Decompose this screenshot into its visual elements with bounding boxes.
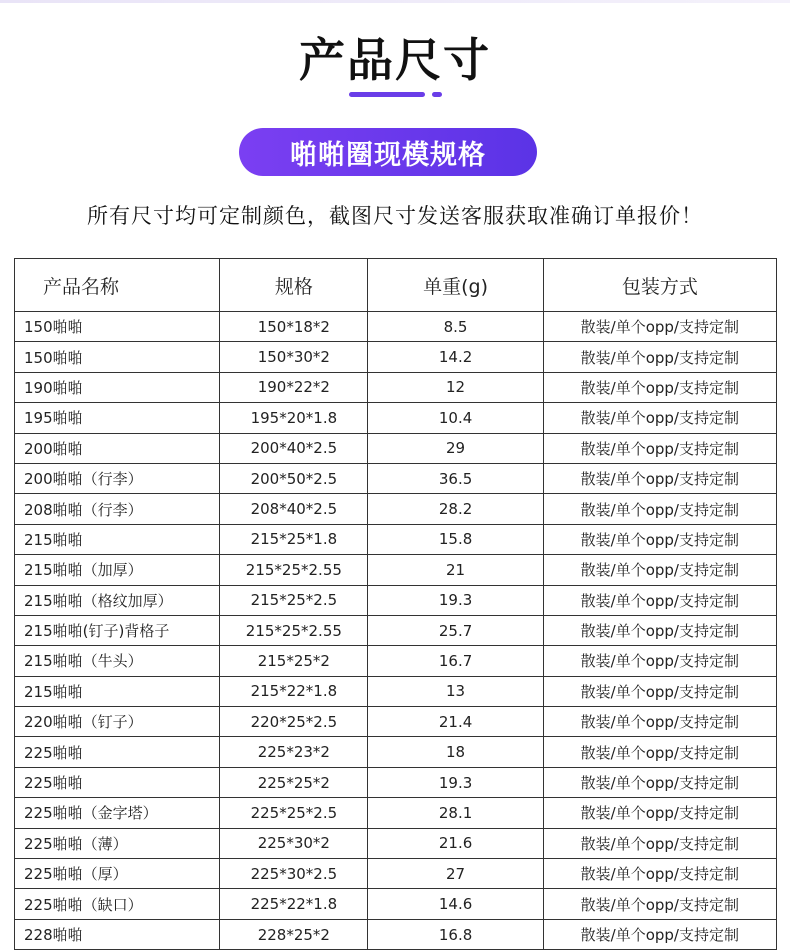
table-row — [15, 615, 777, 645]
cell-weight: 16.7 — [368, 646, 543, 676]
cell-packing: 散装/单个opp/支持定制 — [543, 403, 776, 433]
table-row — [15, 859, 777, 889]
cell-packing: 散装/单个opp/支持定制 — [543, 919, 776, 949]
cell-product-name: 195啪啪 — [15, 403, 220, 433]
cell-product-name: 150啪啪 — [15, 312, 220, 342]
table-row — [15, 737, 777, 767]
cell-product-name: 215啪啪（加厚） — [15, 555, 220, 585]
cell-spec: 215*25*2.55 — [220, 555, 368, 585]
cell-spec: 220*25*2.5 — [220, 707, 368, 737]
cell-packing: 散装/单个opp/支持定制 — [543, 646, 776, 676]
cell-packing: 散装/单个opp/支持定制 — [543, 859, 776, 889]
cell-spec: 215*25*2 — [220, 646, 368, 676]
table-row — [15, 463, 777, 493]
table-row — [15, 494, 777, 524]
cell-product-name: 225啪啪（金字塔） — [15, 798, 220, 828]
cell-product-name: 190啪啪 — [15, 372, 220, 402]
cell-product-name: 150啪啪 — [15, 342, 220, 372]
cell-weight: 13 — [368, 676, 543, 706]
cell-weight: 15.8 — [368, 524, 543, 554]
spec-table — [14, 258, 777, 950]
cell-weight: 21.4 — [368, 707, 543, 737]
cell-packing: 散装/单个opp/支持定制 — [543, 342, 776, 372]
cell-spec: 150*30*2 — [220, 342, 368, 372]
cell-spec: 200*50*2.5 — [220, 463, 368, 493]
cell-packing: 散装/单个opp/支持定制 — [543, 737, 776, 767]
table-row — [15, 889, 777, 919]
table-row — [15, 433, 777, 463]
cell-spec: 215*25*2.5 — [220, 585, 368, 615]
cell-packing: 散装/单个opp/支持定制 — [543, 767, 776, 797]
cell-weight: 21.6 — [368, 828, 543, 858]
cell-product-name: 215啪啪(钉子)背格子 — [15, 615, 220, 645]
section-pill: 啪啪圈现模规格 — [239, 128, 537, 176]
cell-packing: 散装/单个opp/支持定制 — [543, 615, 776, 645]
cell-weight: 18 — [368, 737, 543, 767]
cell-product-name: 215啪啪 — [15, 676, 220, 706]
cell-weight: 19.3 — [368, 585, 543, 615]
table-row — [15, 828, 777, 858]
cell-weight: 36.5 — [368, 463, 543, 493]
cell-weight: 14.6 — [368, 889, 543, 919]
cell-product-name: 215啪啪 — [15, 524, 220, 554]
table-row — [15, 646, 777, 676]
cell-product-name: 225啪啪 — [15, 767, 220, 797]
title-underline-dot — [432, 92, 442, 97]
cell-product-name: 208啪啪（行李） — [15, 494, 220, 524]
cell-weight: 10.4 — [368, 403, 543, 433]
cell-weight: 14.2 — [368, 342, 543, 372]
table-row — [15, 676, 777, 706]
cell-packing: 散装/单个opp/支持定制 — [543, 524, 776, 554]
cell-weight: 28.1 — [368, 798, 543, 828]
table-row — [15, 555, 777, 585]
cell-packing: 散装/单个opp/支持定制 — [543, 707, 776, 737]
table-row — [15, 342, 777, 372]
table-body — [15, 312, 777, 950]
cell-packing: 散装/单个opp/支持定制 — [543, 372, 776, 402]
cell-spec: 225*22*1.8 — [220, 889, 368, 919]
cell-weight: 27 — [368, 859, 543, 889]
cell-packing: 散装/单个opp/支持定制 — [543, 585, 776, 615]
cell-spec: 228*25*2 — [220, 919, 368, 949]
cell-spec: 225*30*2.5 — [220, 859, 368, 889]
column-header-packing: 包装方式 — [543, 259, 776, 312]
cell-packing: 散装/单个opp/支持定制 — [543, 555, 776, 585]
cell-spec: 200*40*2.5 — [220, 433, 368, 463]
column-header-spec: 规格 — [220, 259, 368, 312]
table-row — [15, 919, 777, 949]
cell-product-name: 215啪啪（格纹加厚） — [15, 585, 220, 615]
cell-spec: 190*22*2 — [220, 372, 368, 402]
cell-product-name: 225啪啪 — [15, 737, 220, 767]
cell-packing: 散装/单个opp/支持定制 — [543, 676, 776, 706]
cell-product-name: 225啪啪（薄） — [15, 828, 220, 858]
cell-spec: 225*25*2 — [220, 767, 368, 797]
cell-packing: 散装/单个opp/支持定制 — [543, 312, 776, 342]
cell-packing: 散装/单个opp/支持定制 — [543, 828, 776, 858]
cell-packing: 散装/单个opp/支持定制 — [543, 798, 776, 828]
cell-weight: 25.7 — [368, 615, 543, 645]
column-header-weight: 单重(g) — [368, 259, 543, 312]
cell-spec: 208*40*2.5 — [220, 494, 368, 524]
cell-weight: 16.8 — [368, 919, 543, 949]
cell-spec: 215*25*2.55 — [220, 615, 368, 645]
cell-weight: 12 — [368, 372, 543, 402]
title-underline — [349, 92, 425, 97]
cell-spec: 225*25*2.5 — [220, 798, 368, 828]
cell-spec: 215*25*1.8 — [220, 524, 368, 554]
cell-packing: 散装/单个opp/支持定制 — [543, 494, 776, 524]
table-row — [15, 524, 777, 554]
cell-weight: 8.5 — [368, 312, 543, 342]
cell-product-name: 228啪啪 — [15, 919, 220, 949]
cell-product-name: 215啪啪（牛头） — [15, 646, 220, 676]
cell-packing: 散装/单个opp/支持定制 — [543, 889, 776, 919]
column-header-name: 产品名称 — [15, 259, 220, 312]
cell-spec: 195*20*1.8 — [220, 403, 368, 433]
cell-product-name: 200啪啪（行李） — [15, 463, 220, 493]
cell-weight: 21 — [368, 555, 543, 585]
table-row — [15, 312, 777, 342]
cell-packing: 散装/单个opp/支持定制 — [543, 433, 776, 463]
table-row — [15, 403, 777, 433]
cell-product-name: 200啪啪 — [15, 433, 220, 463]
cell-product-name: 220啪啪（钉子） — [15, 707, 220, 737]
page-title: 产品尺寸 — [299, 33, 491, 87]
cell-weight: 29 — [368, 433, 543, 463]
cell-spec: 225*23*2 — [220, 737, 368, 767]
cell-packing: 散装/单个opp/支持定制 — [543, 463, 776, 493]
top-divider — [0, 0, 790, 3]
table-row — [15, 585, 777, 615]
cell-product-name: 225啪啪（厚） — [15, 859, 220, 889]
table-row — [15, 372, 777, 402]
cell-spec: 150*18*2 — [220, 312, 368, 342]
cell-spec: 215*22*1.8 — [220, 676, 368, 706]
table-row — [15, 798, 777, 828]
table-row — [15, 707, 777, 737]
cell-product-name: 225啪啪（缺口） — [15, 889, 220, 919]
table-header-row — [15, 259, 777, 312]
customization-notice: 所有尺寸均可定制颜色，截图尺寸发送客服获取准确订单报价！ — [87, 204, 703, 228]
table-row — [15, 767, 777, 797]
cell-spec: 225*30*2 — [220, 828, 368, 858]
cell-weight: 28.2 — [368, 494, 543, 524]
cell-weight: 19.3 — [368, 767, 543, 797]
